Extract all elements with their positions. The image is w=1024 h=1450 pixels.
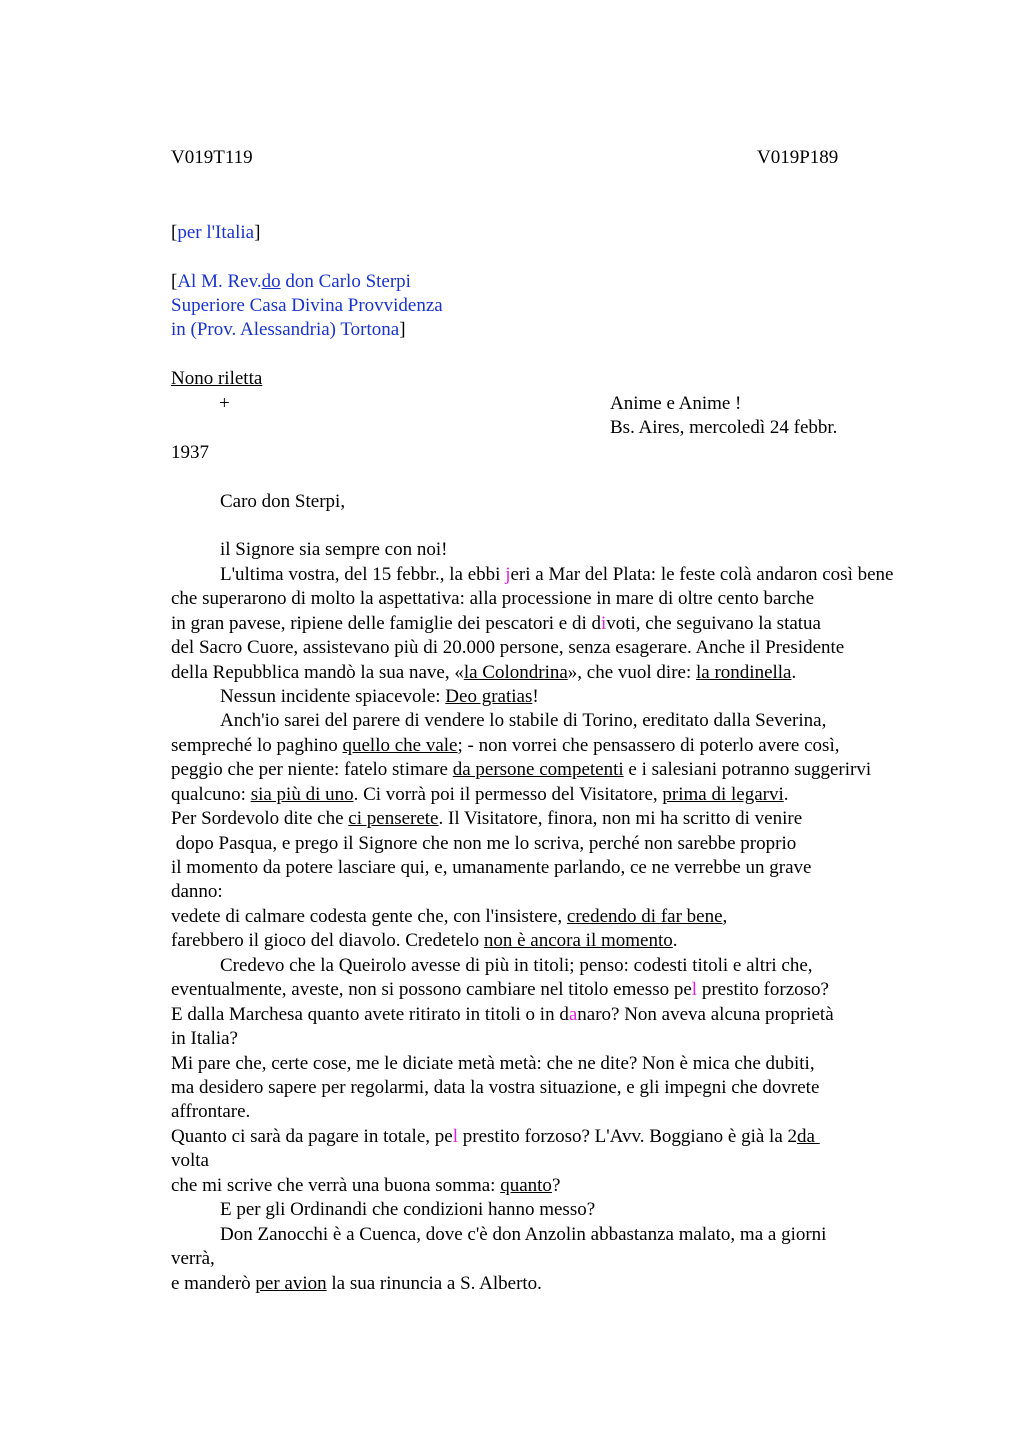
underlined-text: prima di legarvi: [662, 784, 784, 805]
underlined-text: sia più di uno: [250, 784, 354, 805]
text: voti, che seguivano la statua: [606, 613, 821, 634]
underlined-text: per avion: [255, 1273, 327, 1294]
address-line-2: Superiore Casa Divina Provvidenza: [171, 295, 443, 316]
letter-line: [171, 978, 829, 1002]
text: e i salesiani potranno suggerirvi: [623, 759, 872, 780]
underlined-text: Deo gratias: [445, 686, 533, 707]
letter-line: [171, 734, 839, 758]
motto: Anime e Anime !: [610, 393, 742, 414]
text: Nessun incidente spiacevole:: [220, 686, 446, 707]
letter-line: che superarono di molto la aspettativa: alla processione in mare di oltre cento barche: [171, 588, 815, 609]
text: .: [783, 784, 789, 805]
correction-mark: l: [691, 979, 698, 1000]
letter-line: [171, 661, 796, 685]
correction-mark: i: [600, 613, 607, 634]
cross-symbol: +: [219, 393, 230, 414]
text: ; - non vorrei che pensassero di poterlo avere così,: [457, 735, 840, 756]
text: L'ultima vostra, del 15 febbr., la ebbi: [220, 564, 506, 585]
text: peggio che per niente: fatelo stimare: [171, 759, 453, 780]
text: . Ci vorrà poi il permesso del Visitatore,: [353, 784, 663, 805]
letter-line: affrontare.: [171, 1101, 251, 1122]
text: prestito forzoso? L'Avv. Boggiano è già la 2: [458, 1126, 798, 1147]
letter-line: ma desidero sapere per regolarmi, data la vostra situazione, e gli impegni che dovrete: [171, 1077, 820, 1098]
underlined-text: quanto: [500, 1175, 552, 1196]
correction-mark: l: [452, 1126, 458, 1147]
letter-line: danno:: [171, 881, 223, 902]
review-note: Nono riletta: [171, 368, 263, 389]
letter-line: [220, 563, 893, 587]
letter-line: il momento da potere lasciare qui, e, umanamente parlando, ce ne verrebbe un grave: [171, 857, 812, 878]
letter-line: in Italia?: [171, 1028, 238, 1049]
letter-line: del Sacro Cuore, assistevano più di 20.000 persone, senza esagerare. Anche il Presidente: [171, 637, 845, 658]
letter-line: [171, 783, 789, 807]
address-text: don Carlo Sterpi: [280, 271, 411, 292]
text: della Repubblica mandò la sua nave, «: [171, 662, 464, 683]
letter-line: [171, 807, 802, 831]
underlined-text: da: [797, 1126, 820, 1147]
text: farebbero il gioco del diavolo. Credetelo: [171, 930, 484, 951]
text: la sua rinuncia a S. Alberto.: [326, 1273, 542, 1294]
letter-line: volta: [171, 1150, 209, 1171]
letter-line: Credevo che la Queirolo avesse di più in titoli; penso: codesti titoli e altri che,: [220, 955, 813, 976]
letter-line: Mi pare che, certe cose, me le diciate metà metà: che ne dite? Non è mica che dubiti,: [171, 1053, 815, 1074]
text: Per Sordevolo dite che: [171, 808, 349, 829]
text: prestito forzoso?: [697, 979, 829, 1000]
bracket: [: [171, 271, 178, 292]
destination-note: [171, 221, 260, 245]
year: 1937: [171, 442, 209, 463]
text: ,: [722, 906, 728, 927]
document-code-left: V019T119: [171, 147, 253, 168]
text: vedete di calmare codesta gente che, con l'insistere,: [171, 906, 567, 927]
text: eri a Mar del Plata: le feste colà andaron così bene: [510, 564, 894, 585]
letter-line: [171, 1003, 834, 1027]
letter-line: [171, 1125, 820, 1149]
underlined-text: da persone competenti: [452, 759, 624, 780]
letter-line: [171, 758, 871, 782]
address-text: Al M. Rev.: [177, 271, 262, 292]
bracket: ]: [399, 319, 406, 340]
text: naro? Non aveva alcuna proprietà: [577, 1004, 834, 1025]
text: .: [672, 930, 678, 951]
address-line-1: [171, 270, 411, 294]
text: !: [532, 686, 539, 707]
text: e manderò: [171, 1273, 256, 1294]
text: ?: [551, 1175, 561, 1196]
text: in gran pavese, ripiene delle famiglie dei pescatori e di d: [171, 613, 601, 634]
underlined-text: non è ancora il momento: [483, 930, 673, 951]
text: Quanto ci sarà da pagare in totale, pe: [171, 1126, 453, 1147]
correction-mark: j: [505, 564, 511, 585]
text: E dalla Marchesa quanto avete ritirato in titoli o in d: [171, 1004, 569, 1025]
address-abbrev: do: [261, 271, 281, 292]
text: sempreché lo paghino: [171, 735, 343, 756]
letter-line: [171, 1272, 542, 1296]
text: », che vuol dire:: [567, 662, 696, 683]
letter-line: dopo Pasqua, e prego il Signore che non me lo scriva, perché non sarebbe proprio: [171, 833, 797, 854]
bracket: [: [171, 222, 178, 243]
letter-line: verrà,: [171, 1248, 215, 1269]
letter-line: Anch'io sarei del parere di vendere lo stabile di Torino, ereditato dalla Severina,: [220, 710, 827, 731]
letter-line: [171, 1174, 560, 1198]
letter-line: [220, 685, 539, 709]
underlined-text: la Colondrina: [463, 662, 568, 683]
text: che mi scrive che verrà una buona somma:: [171, 1175, 501, 1196]
address-text: in (Prov. Alessandria) Tortona: [171, 319, 400, 340]
text: eventualmente, aveste, non si possono cambiare nel titolo emesso pe: [171, 979, 692, 1000]
letter-line: [171, 905, 727, 929]
text: . Il Visitatore, finora, non mi ha scritto di venire: [438, 808, 803, 829]
salutation: Caro don Sterpi,: [220, 491, 346, 512]
underlined-text: ci penserete: [348, 808, 439, 829]
destination-text: per l'Italia: [177, 222, 255, 243]
document-code-right: V019P189: [757, 147, 839, 168]
letter-line: il Signore sia sempre con noi!: [220, 539, 448, 560]
text: qualcuno:: [171, 784, 251, 805]
address-line-3: [171, 318, 406, 342]
text: .: [791, 662, 797, 683]
underlined-text: la rondinella: [696, 662, 792, 683]
letter-line: Don Zanocchi è a Cuenca, dove c'è don Anzolin abbastanza malato, ma a giorni: [220, 1224, 827, 1245]
correction-mark: a: [568, 1004, 578, 1025]
underlined-text: quello che vale: [342, 735, 458, 756]
bracket: ]: [254, 222, 261, 243]
place-date: Bs. Aires, mercoledì 24 febbr.: [610, 417, 838, 438]
underlined-text: credendo di far bene: [566, 906, 723, 927]
letter-line: [171, 612, 821, 636]
letter-line: [171, 929, 678, 953]
letter-line: E per gli Ordinandi che condizioni hanno messo?: [220, 1199, 596, 1220]
